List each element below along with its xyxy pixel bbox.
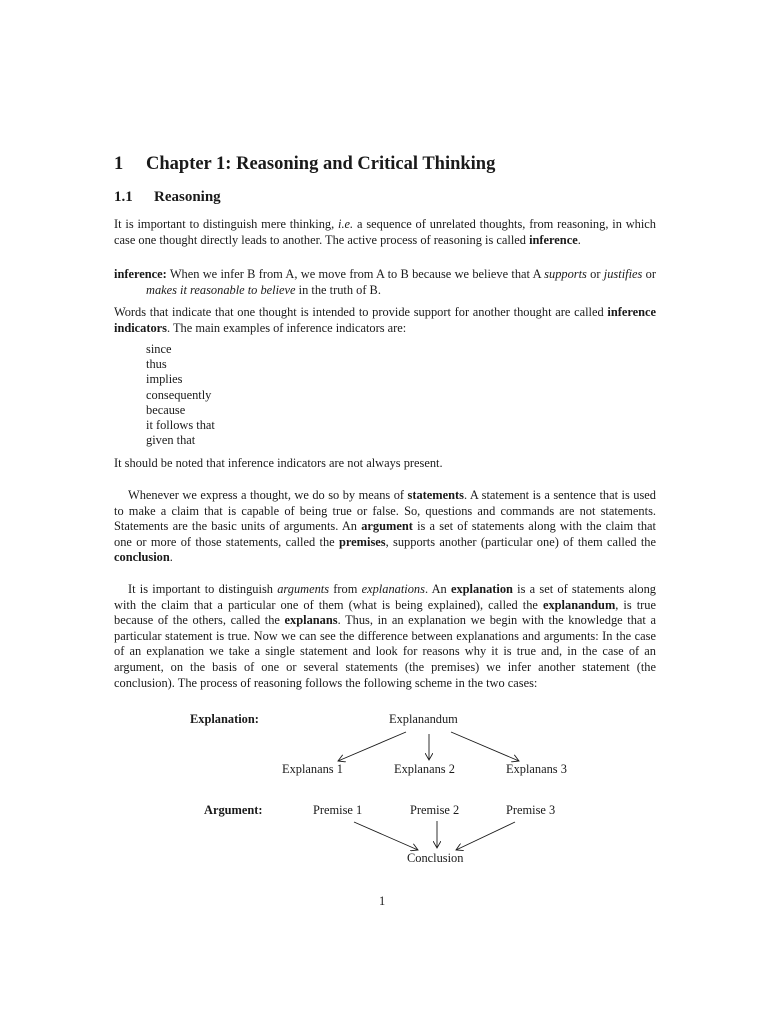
list-item: because: [146, 402, 186, 417]
list-item: implies: [146, 372, 183, 387]
paragraph-note: It should be noted that inference indicators are not always present.: [114, 456, 443, 470]
argument-label: Argument:: [204, 803, 263, 817]
definition-inference: inference: When we infer B from A, we move from A to B because we believe that A supports or justifies or makes it reasonable to believe in the truth of B.: [114, 267, 656, 297]
chapter-title: Chapter 1: Reasoning and Critical Thinking: [146, 154, 496, 174]
chapter-number: 1: [114, 154, 124, 174]
paragraph-indicators: Words that indicate that one thought is intended to provide support for another thought are called inference indicators. The main examples of inference indicators are:: [114, 305, 656, 335]
premise-node-1: Premise 1: [313, 803, 363, 817]
paragraph-statements: Whenever we express a thought, we do so by means of statements. A statement is a sentence that is used to make a claim that is capable of being true or false. So, questions and commands are not statements. Statements are the basic units of arguments. An argument is a set of statements along with the claim that one or more of those statements, called the premises, supports another (particular one) of them called the conclusion.: [114, 488, 657, 565]
list-item: it follows that: [146, 417, 215, 432]
explanans-node-2: Explanans 2: [394, 762, 455, 776]
paragraph-explanations: It is important to distinguish arguments from explanations. An explanation is a set of statements along with the claim that a particular one of them (what is being explained), called the explanandum, is true because of the others, called the explanans. Thus, in an explanation we begin with the knowledge that a particular statement is true. Now we can see the difference between explanations and arguments: In the case of an explanation we take a single statement and look for reasons why it is true and, in the case of an argument, on the basis of one or several statements (the premises) we infer another statement (the conclusion). The process of reasoning follows the following scheme in the two cases:: [114, 582, 656, 690]
arrow-explanandum-to-explanans-1: [338, 732, 406, 761]
premise-node-3: Premise 3: [506, 803, 556, 817]
arrow-premise-1-to-conclusion: [354, 822, 418, 850]
section-title: Reasoning: [154, 189, 221, 205]
indicator-list: [146, 342, 215, 448]
definition-term: inference:: [114, 267, 167, 281]
arrow-premise-3-to-conclusion: [456, 822, 515, 850]
list-item: given that: [146, 433, 196, 448]
paragraph-reasoning: It is important to distinguish mere thinking, i.e. a sequence of unrelated thoughts, from reasoning, in which case one thought directly leads to another. The active process of reasoning is called inference.: [114, 217, 656, 247]
page-number: 1: [379, 894, 386, 908]
explanation-label: Explanation:: [190, 712, 259, 726]
conclusion-node: Conclusion: [407, 851, 464, 865]
section-number: 1.1: [114, 189, 133, 205]
explanandum-node: Explanandum: [389, 712, 458, 726]
arrow-explanandum-to-explanans-3: [451, 732, 519, 761]
list-item: consequently: [146, 387, 212, 402]
chapter-heading: [114, 154, 496, 174]
list-item: since: [146, 342, 172, 356]
premise-node-2: Premise 2: [410, 803, 460, 817]
list-item: thus: [146, 357, 167, 372]
section-heading: [114, 190, 221, 206]
explanans-node-1: Explanans 1: [282, 762, 343, 776]
explanans-node-3: Explanans 3: [506, 762, 567, 776]
